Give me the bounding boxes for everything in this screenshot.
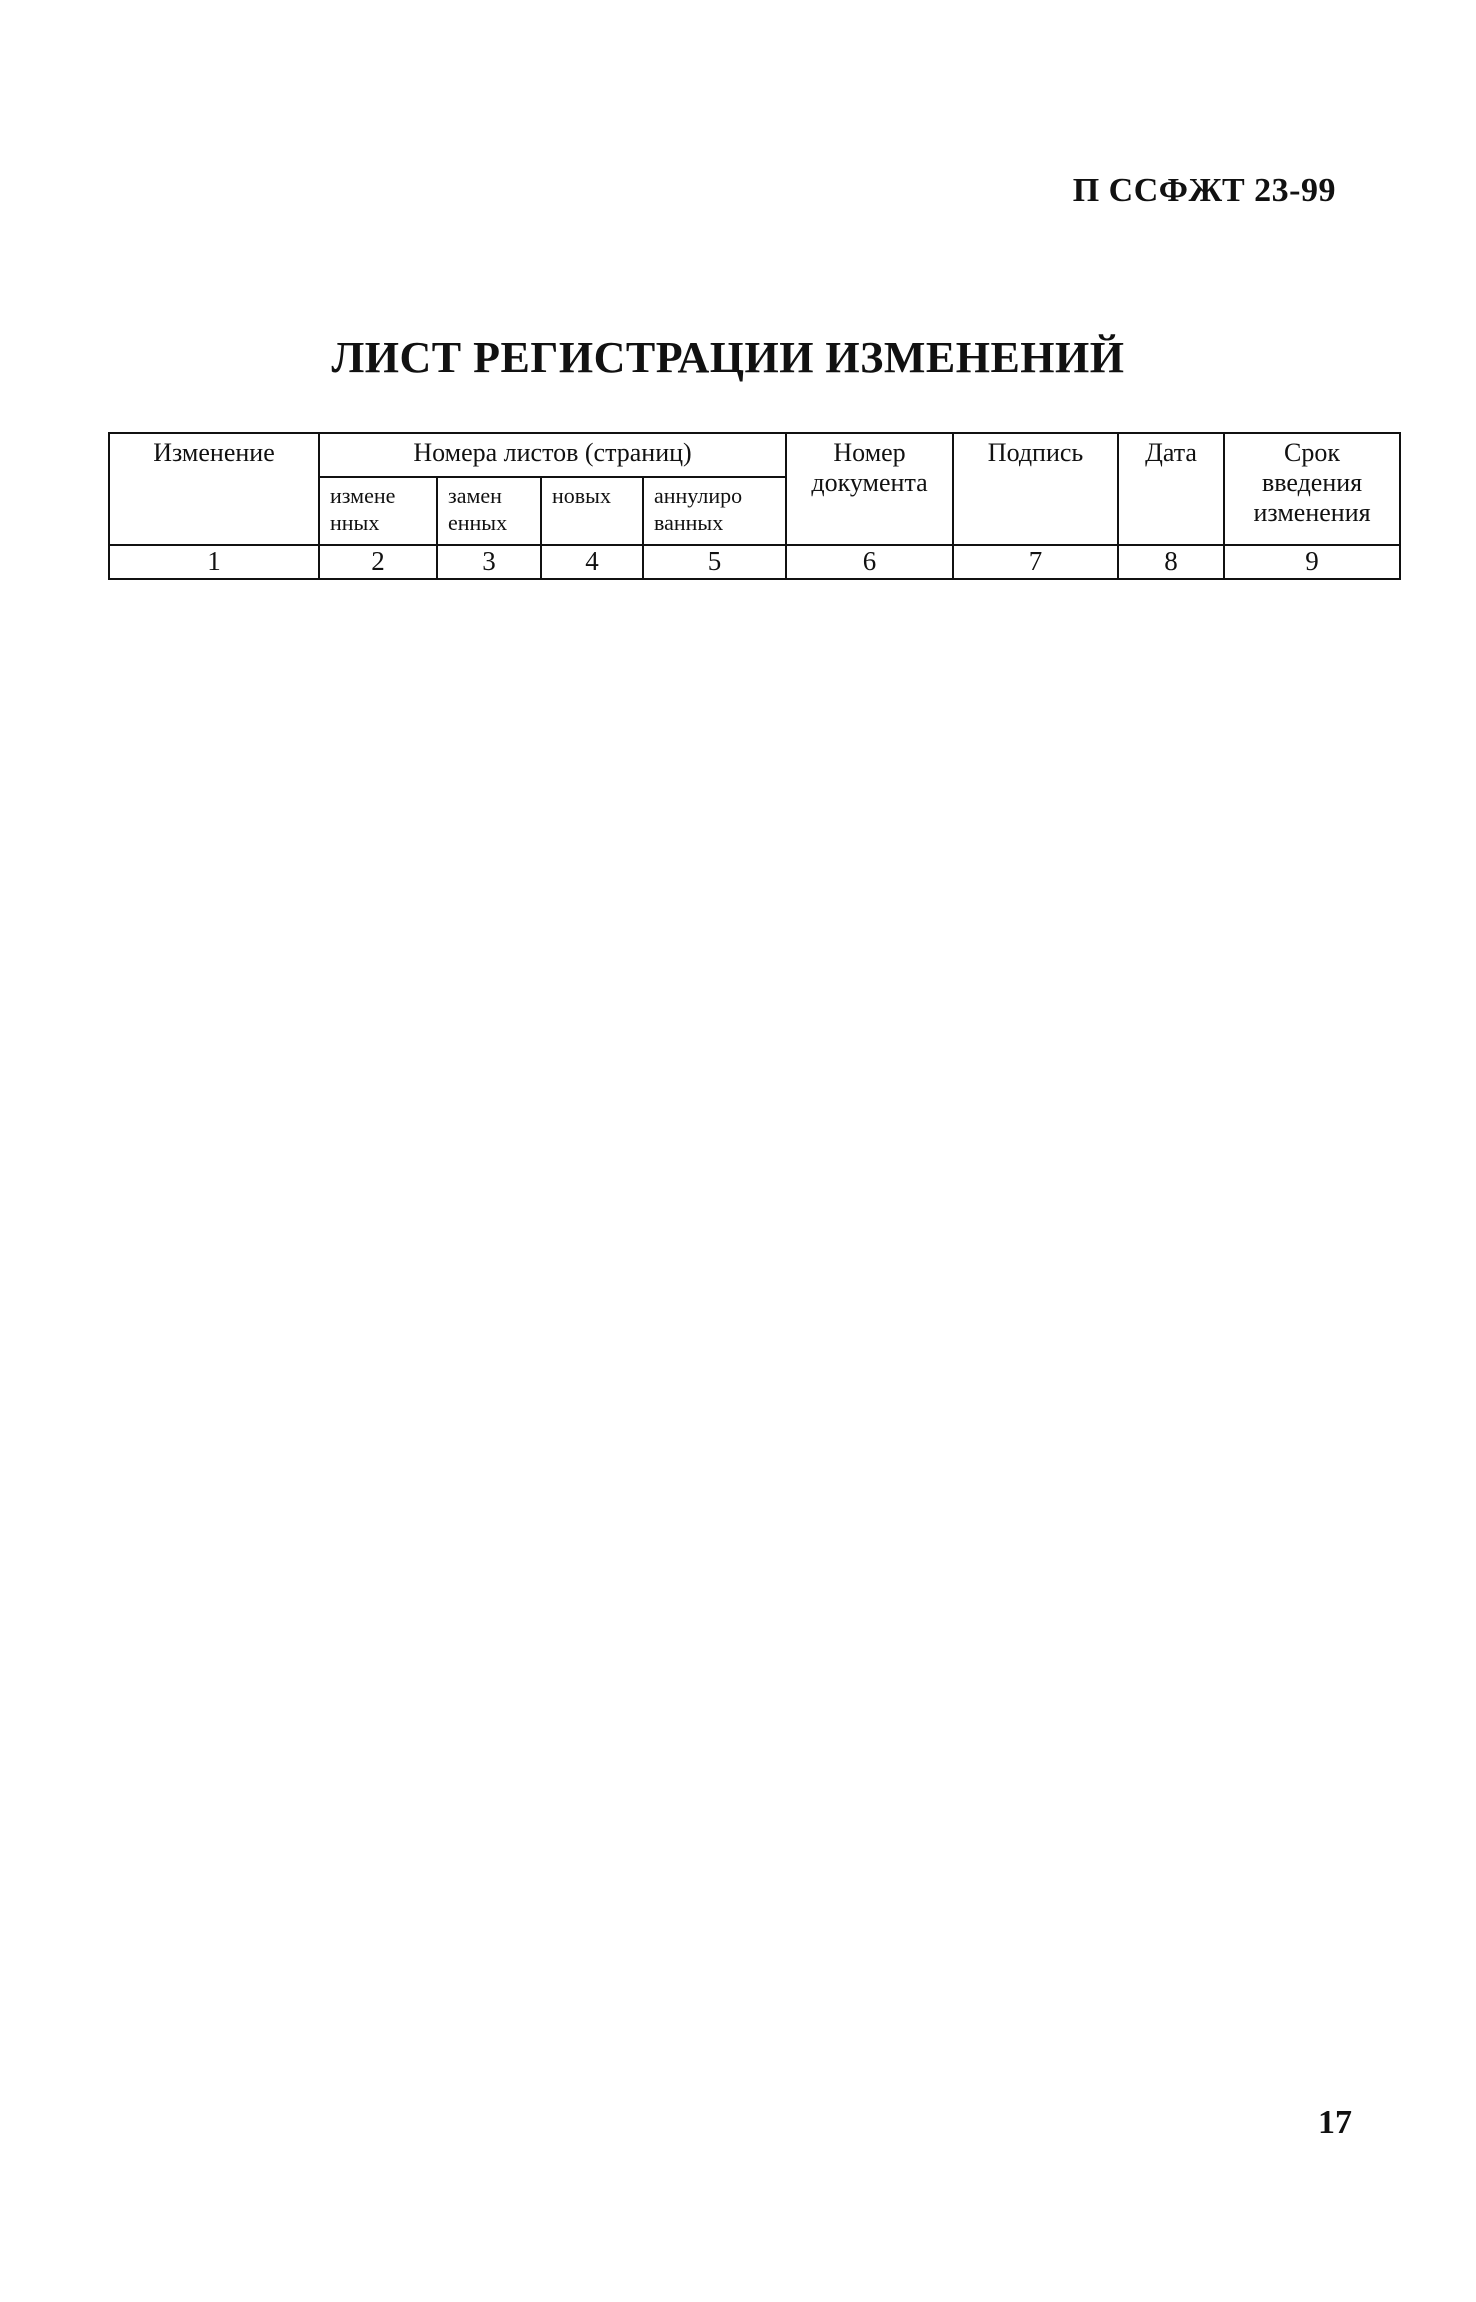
- subheader-replaced-line1: замен: [448, 483, 502, 508]
- column-number-4: 4: [541, 545, 643, 579]
- header-sheet-numbers: [319, 433, 786, 477]
- column-number-3: 3: [437, 545, 541, 579]
- subheader-cancelled-line2: ванных: [654, 510, 724, 535]
- column-number-9: 9: [1224, 545, 1400, 579]
- header-term-line3: изменения: [1253, 498, 1371, 527]
- page-number: 17: [1318, 2104, 1352, 2141]
- header-sheet-numbers-label: Номера листов (страниц): [413, 438, 692, 467]
- column-number-8: 8: [1118, 545, 1224, 579]
- subheader-new: [541, 477, 643, 545]
- subheader-replaced-line2: енных: [448, 510, 508, 535]
- subheader-new-label: новых: [552, 483, 611, 508]
- header-document-number-line2: документа: [811, 468, 928, 497]
- header-change: [109, 433, 319, 545]
- subheader-replaced: [437, 477, 541, 545]
- column-number-1: 1: [109, 545, 319, 579]
- header-term-line2: введения: [1261, 468, 1363, 497]
- column-number-5: 5: [643, 545, 786, 579]
- header-change-label: Изменение: [153, 438, 275, 467]
- subheader-cancelled: [643, 477, 786, 545]
- subheader-changed-line2: нных: [330, 510, 380, 535]
- column-number-2: 2: [319, 545, 437, 579]
- column-number-6: 6: [786, 545, 953, 579]
- header-signature-label: Подпись: [987, 438, 1084, 467]
- subheader-changed: [319, 477, 437, 545]
- header-term-line1: Срок: [1284, 438, 1341, 467]
- page-title: ЛИСТ РЕГИСТРАЦИИ ИЗМЕНЕНИЙ: [331, 333, 1125, 382]
- subheader-cancelled-line1: аннулиро: [654, 483, 743, 508]
- subheader-changed-line1: измене: [330, 483, 396, 508]
- column-number-7: 7: [953, 545, 1118, 579]
- header-document-number-line1: Номер: [833, 438, 906, 467]
- header-date-label: Дата: [1145, 438, 1197, 467]
- document-code: П ССФЖТ 23-99: [1072, 172, 1336, 209]
- header-date: [1118, 433, 1224, 545]
- header-document-number: [786, 433, 953, 545]
- column-number-row: [109, 545, 1400, 579]
- header-signature: [953, 433, 1118, 545]
- change-registration-table: [108, 432, 1401, 580]
- header-term: [1224, 433, 1400, 545]
